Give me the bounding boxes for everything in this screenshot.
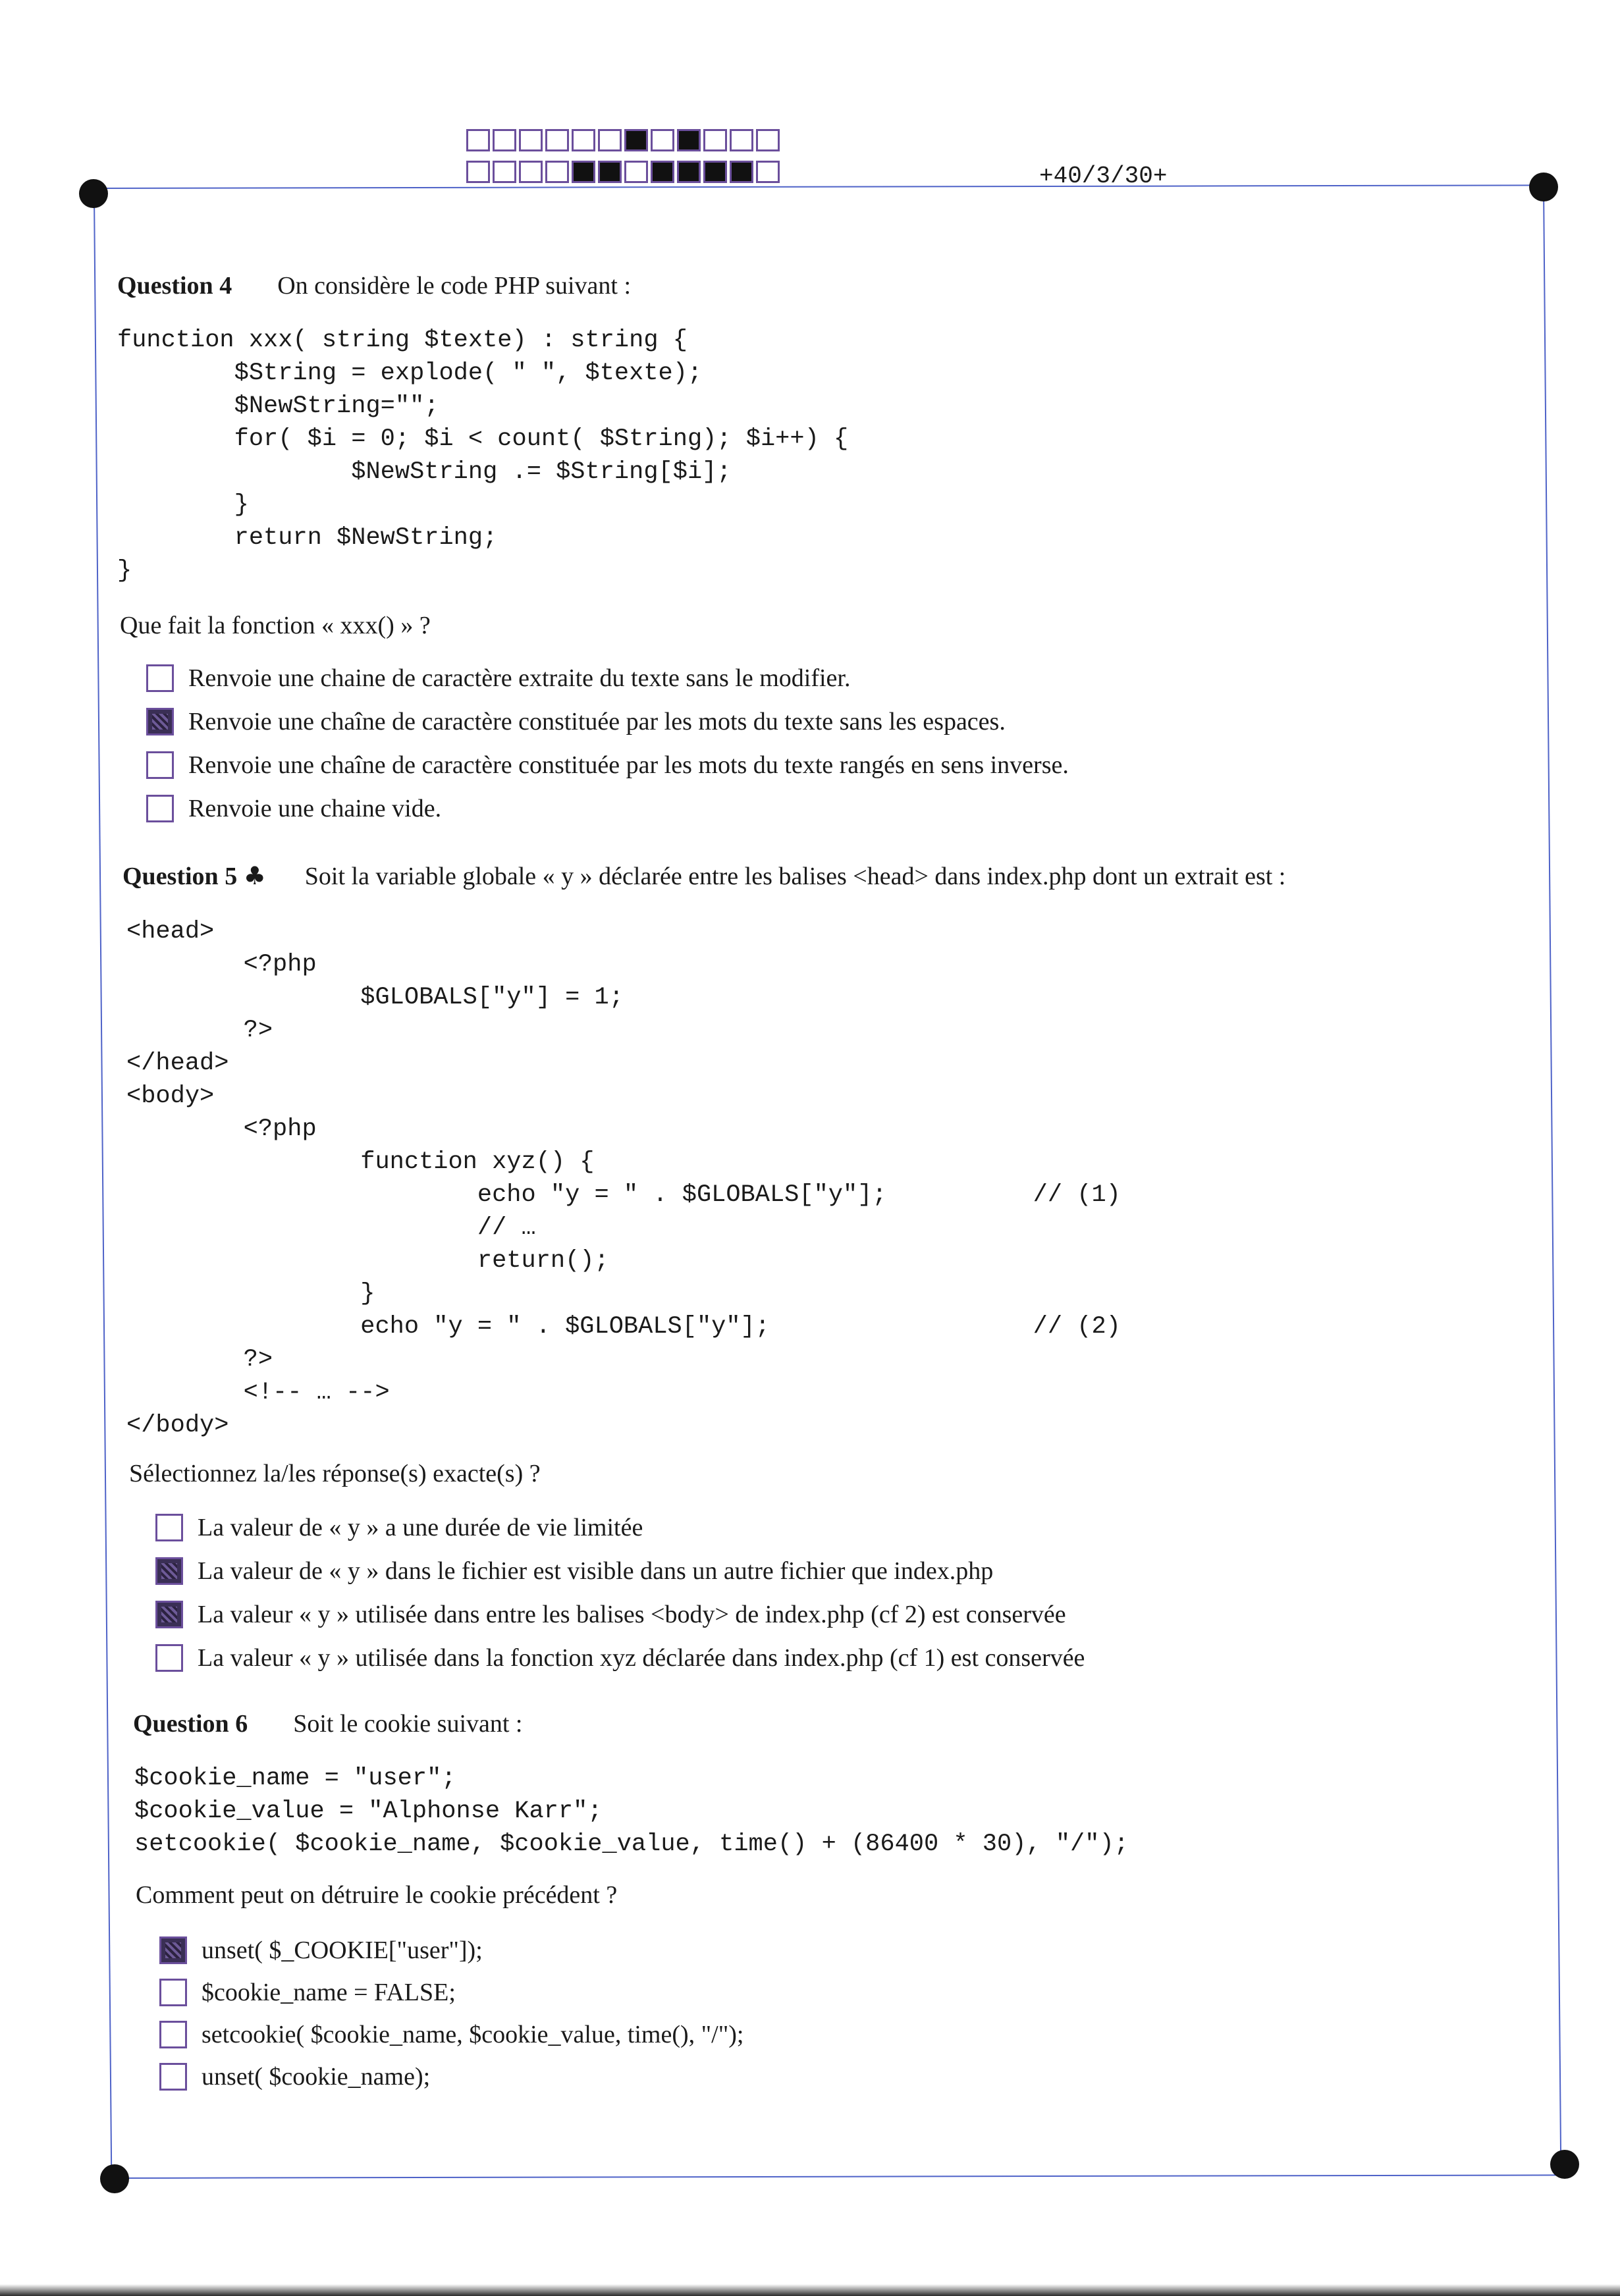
id-box	[703, 129, 727, 151]
answer-option[interactable]	[146, 751, 1069, 780]
code-line: <!-- … -->	[126, 1379, 390, 1406]
answer-option[interactable]	[146, 664, 850, 693]
question-6-code	[134, 1762, 1129, 1861]
code-line: return $NewString;	[117, 524, 498, 552]
id-box	[545, 161, 569, 183]
checkbox[interactable]	[146, 664, 174, 692]
checkbox[interactable]	[146, 751, 174, 779]
answer-option[interactable]	[155, 1600, 1066, 1629]
frame-bottom	[113, 2174, 1565, 2179]
question-4-prompt: On considère le code PHP suivant :	[277, 272, 632, 300]
id-box	[519, 161, 543, 183]
code-line: for( $i = 0; $i < count( $String); $i++) {	[117, 425, 849, 453]
id-boxes-row-1	[466, 129, 782, 151]
code-line: </head>	[126, 1050, 229, 1077]
code-line: echo "y = " . $GLOBALS["y"]; // (2)	[126, 1313, 1121, 1341]
page-id: +40/3/30+	[1039, 163, 1168, 190]
question-5-label: Question 5	[122, 863, 238, 890]
answer-option[interactable]	[155, 1513, 643, 1542]
corner-marker-top-right	[1529, 173, 1558, 201]
question-5-prompt: Soit la variable globale « y » déclarée entre les balises <head> dans index.php dont un extrait est :	[304, 863, 1286, 890]
id-box	[466, 161, 490, 183]
answer-option-label: La valeur « y » utilisée dans la fonction xyz déclarée dans index.php (cf 1) est conservée	[198, 1644, 1085, 1672]
question-4-code	[117, 324, 848, 587]
answer-option-label: $cookie_name = FALSE;	[202, 1979, 456, 2006]
frame-top	[92, 184, 1544, 189]
question-4-label: Question 4	[117, 272, 232, 300]
question-6-label: Question 6	[133, 1710, 248, 1738]
question-5-code	[126, 915, 1121, 1442]
id-box	[598, 161, 622, 183]
answer-option[interactable]	[159, 1978, 456, 2007]
code-line: $GLOBALS["y"] = 1;	[126, 984, 624, 1011]
id-box	[572, 129, 595, 151]
answer-option[interactable]	[159, 2062, 430, 2091]
code-line: }	[117, 491, 249, 519]
answer-option-label: La valeur de « y » a une durée de vie limitée	[198, 1514, 643, 1541]
id-box	[624, 129, 648, 151]
code-line: // …	[126, 1214, 536, 1242]
question-6-prompt: Soit le cookie suivant :	[293, 1710, 523, 1738]
code-line: $String = explode( " ", $texte);	[117, 360, 703, 387]
id-box	[545, 129, 569, 151]
checkbox[interactable]	[155, 1514, 183, 1541]
corner-marker-bottom-right	[1550, 2150, 1579, 2179]
question-4-title	[117, 271, 631, 300]
answer-option[interactable]	[159, 2020, 743, 2049]
code-line: ?>	[126, 1346, 273, 1374]
code-line: </body>	[126, 1412, 229, 1439]
code-line: function xxx( string $texte) : string {	[117, 327, 688, 354]
id-box	[756, 161, 780, 183]
checkbox[interactable]	[159, 2063, 187, 2091]
answer-option-label: unset( $_COOKIE["user"]);	[202, 1936, 483, 1964]
id-box	[624, 161, 648, 183]
answer-option-label: setcookie( $cookie_name, $cookie_value, time(), "/");	[202, 2021, 744, 2048]
checkbox[interactable]	[146, 795, 174, 822]
code-line: }	[117, 557, 132, 585]
answer-option-label: La valeur « y » utilisée dans entre les balises <body> de index.php (cf 2) est conservée	[198, 1601, 1066, 1628]
answer-option-label: La valeur de « y » dans le fichier est visible dans un autre fichier que index.php	[198, 1557, 994, 1585]
id-box	[493, 129, 516, 151]
answer-option-label: Renvoie une chaîne de caractère constituée par les mots du texte sans les espaces.	[188, 708, 1006, 735]
checked-checkbox[interactable]	[146, 708, 174, 735]
checked-checkbox[interactable]	[159, 1936, 187, 1964]
answer-option[interactable]	[159, 1936, 483, 1965]
checkbox[interactable]	[155, 1644, 183, 1672]
code-line: setcookie( $cookie_name, $cookie_value, time() + (86400 * 30), "/");	[134, 1830, 1129, 1858]
checkbox[interactable]	[159, 2021, 187, 2048]
answer-option[interactable]	[146, 794, 441, 823]
answer-option[interactable]	[146, 707, 1006, 736]
answer-option-label: Renvoie une chaîne de caractère constituée par les mots du texte rangés en sens inverse.	[188, 751, 1069, 779]
code-line: <?php	[126, 1115, 317, 1143]
id-box	[493, 161, 516, 183]
code-line: function xyz() {	[126, 1148, 595, 1176]
id-boxes-row-2	[466, 161, 782, 183]
code-line: $cookie_value = "Alphonse Karr";	[134, 1798, 603, 1825]
question-6-question: Comment peut on détruire le cookie précédent ?	[136, 1881, 618, 1909]
code-line: }	[126, 1280, 375, 1308]
id-box	[730, 161, 753, 183]
answer-option-label: Renvoie une chaine de caractère extraite du texte sans le modifier.	[188, 664, 851, 692]
checkbox[interactable]	[159, 1979, 187, 2006]
id-box	[677, 161, 701, 183]
code-line: <body>	[126, 1082, 215, 1110]
answer-option[interactable]	[155, 1557, 993, 1586]
checked-checkbox[interactable]	[155, 1557, 183, 1585]
answer-option[interactable]	[155, 1643, 1085, 1672]
id-box	[572, 161, 595, 183]
id-box	[466, 129, 490, 151]
corner-marker-bottom-left	[100, 2164, 129, 2193]
id-box	[598, 129, 622, 151]
id-box	[730, 129, 753, 151]
corner-marker-top-left	[79, 179, 108, 208]
id-box	[703, 161, 727, 183]
id-box	[756, 129, 780, 151]
scan-edge	[0, 2284, 1620, 2296]
checked-checkbox[interactable]	[155, 1601, 183, 1628]
answer-option-label: unset( $cookie_name);	[202, 2063, 431, 2091]
id-box	[651, 129, 674, 151]
id-box	[519, 129, 543, 151]
question-4-question: Que fait la fonction « xxx() » ?	[120, 612, 431, 639]
question-6-title	[133, 1709, 523, 1738]
id-box	[651, 161, 674, 183]
code-line: $cookie_name = "user";	[134, 1765, 456, 1792]
answer-option-label: Renvoie une chaine vide.	[188, 795, 442, 822]
code-line: $NewString .= $String[$i];	[117, 458, 732, 486]
question-5-title	[122, 861, 1285, 891]
code-line: <?php	[126, 951, 317, 978]
code-line: return();	[126, 1247, 609, 1275]
code-line: ?>	[126, 1017, 273, 1044]
code-line: $NewString="";	[117, 392, 439, 420]
frame-left	[94, 194, 112, 2176]
id-box	[677, 129, 701, 151]
code-line: echo "y = " . $GLOBALS["y"]; // (1)	[126, 1181, 1121, 1209]
frame-right	[1543, 188, 1561, 2173]
question-5-question: Sélectionnez la/les réponse(s) exacte(s) ?	[129, 1460, 541, 1487]
club-icon: ♣	[243, 861, 266, 890]
code-line: <head>	[126, 918, 215, 946]
